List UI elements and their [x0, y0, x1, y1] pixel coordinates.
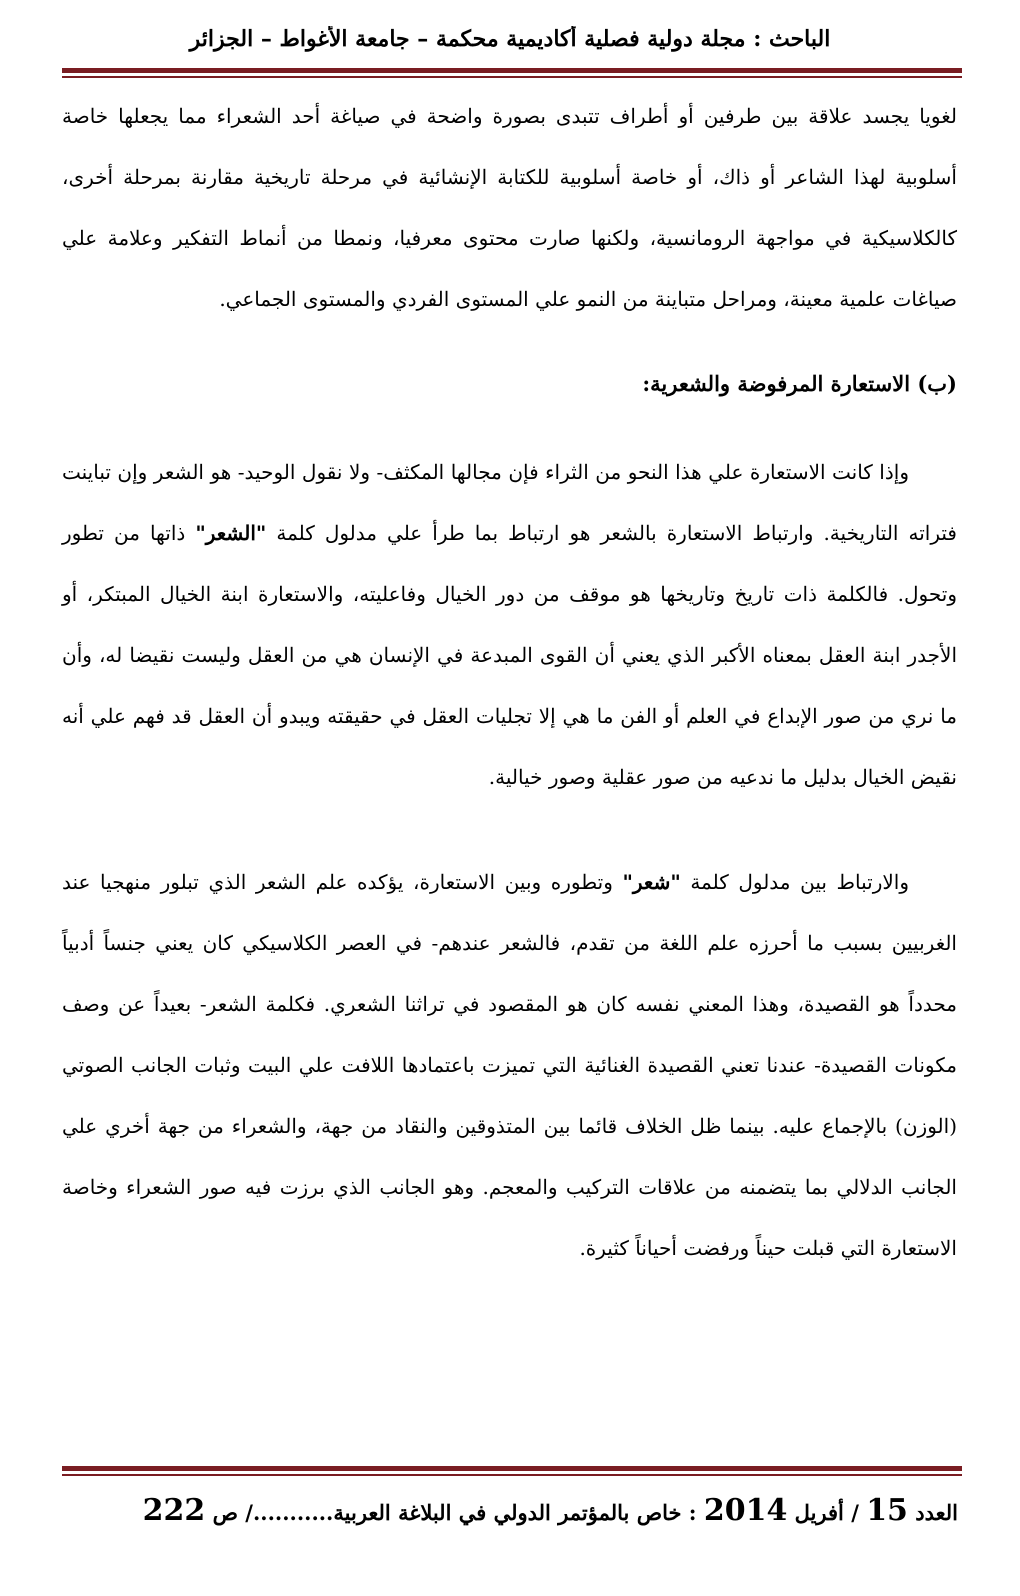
special-issue-text: : خاص بالمؤتمر الدولي في البلاغة العربية.........../	[245, 1500, 697, 1525]
issue-year: 2014	[703, 1493, 788, 1528]
issue-number: 15	[866, 1493, 908, 1528]
header-rule	[62, 68, 962, 78]
issue-month: أفريل	[794, 1500, 844, 1525]
page-label: ص	[212, 1500, 238, 1525]
paragraph-3-text-b: وتطوره وبين الاستعارة، يؤكده علم الشعر الذي تبلور منهجيا عند الغربيين بسبب ما أحرزه علم اللغة من تقدم، فالشعر عندهم- في العصر الكلاسيكي كان يعني جنساً أدبياً محدداً هو القصيدة، وهذا المعني نفسه كان هو المقصود في تراثنا الشعري. فكلمة الشعر- بعيداً عن وصف مكونات القصيدة- عندنا تعني القصيدة الغنائية التي تميزت باعتمادها اللافت علي البيت وثبات الجانب الصوتي (الوزن) بالإجماع عليه. بينما ظل الخلاف قائما بين المتذوقين والنقاد من جهة، والشعراء من جهة أخري علي الجانب الدلالي بما يتضمنه من علاقات التركيب والمعجم. وهو الجانب الذي برزت فيه صور الشعراء وخاصة الاستعارة التي قبلت حيناً ورفضت أحياناً كثيرة.	[62, 870, 957, 1260]
footer-rule-thin	[62, 1474, 962, 1476]
footer-rule	[62, 1466, 962, 1476]
paragraph-2-text-a: وإذا كانت الاستعارة علي هذا النحو من الثراء فإن مجالها المكثف- ولا نقول الوحيد- هو الشعر وإن تباينت فتراته التاريخية. وارتباط الاستعارة بالشعر هو ارتباط بما طرأ علي مدلول كلمة	[62, 460, 957, 545]
issue-label: العدد	[915, 1500, 958, 1525]
paragraph-3	[62, 852, 957, 1279]
paragraph-3-bold-term: "شعر"	[622, 870, 681, 894]
paragraph-2-text-b: ذاتها من تطور وتحول. فالكلمة ذات تاريخ وتاريخها هو موقف من دور الخيال وفاعليته، والاستعارة ابنة الخيال المبتكر، أو الأجدر ابنة العقل بمعناه الأكبر الذي يعني أن القوى المبدعة في الإنسان هي من العقل وليست نقيضا له، وأن ما نري من صور الإبداع في العلم أو الفن ما هي إلا تجليات العقل في حقيقته ويبدو أن العقل قد فهم علي أنه نقيض الخيال بدليل ما ندعيه من صور عقلية وصور خيالية.	[62, 521, 957, 789]
spacer	[62, 808, 957, 852]
running-header: الباحث : مجلة دولية فصلية أكاديمية محكمة – جامعة الأغواط – الجزائر	[189, 26, 831, 52]
header-rule-thick	[62, 68, 962, 73]
issue-separator: /	[851, 1500, 859, 1525]
spacer	[62, 410, 957, 442]
paragraph-3-text-a: والارتباط بين مدلول كلمة	[680, 870, 909, 894]
intro-paragraph: لغويا يجسد علاقة بين طرفين أو أطراف تتبدى بصورة واضحة في صياغة أحد الشعراء مما يجعلها خاصة أسلوبية لهذا الشاعر أو ذاك، أو خاصة أسلوبية للكتابة الإنشائية في مرحلة تاريخية مقارنة بمرحلة أخرى، كالكلاسيكية في مواجهة الرومانسية، ولكنها صارت محتوى معرفيا، ونمطا من أنماط التفكير وعلامة علي صياغات علمية معينة، ومراحل متباينة من النمو علي المستوى الفردي والمستوى الجماعي.	[62, 104, 957, 311]
page-footer	[60, 1490, 958, 1532]
section-subheading: (ب) الاستعارة المرفوضة والشعرية:	[642, 371, 957, 396]
spacer	[62, 330, 957, 358]
paragraph-2-bold-term: "الشعر"	[195, 521, 267, 545]
paragraph-2	[62, 442, 957, 808]
header-rule-thin	[62, 76, 962, 78]
footer-rule-thick	[62, 1466, 962, 1471]
page-number: 222	[142, 1493, 206, 1528]
article-body	[62, 86, 957, 1279]
